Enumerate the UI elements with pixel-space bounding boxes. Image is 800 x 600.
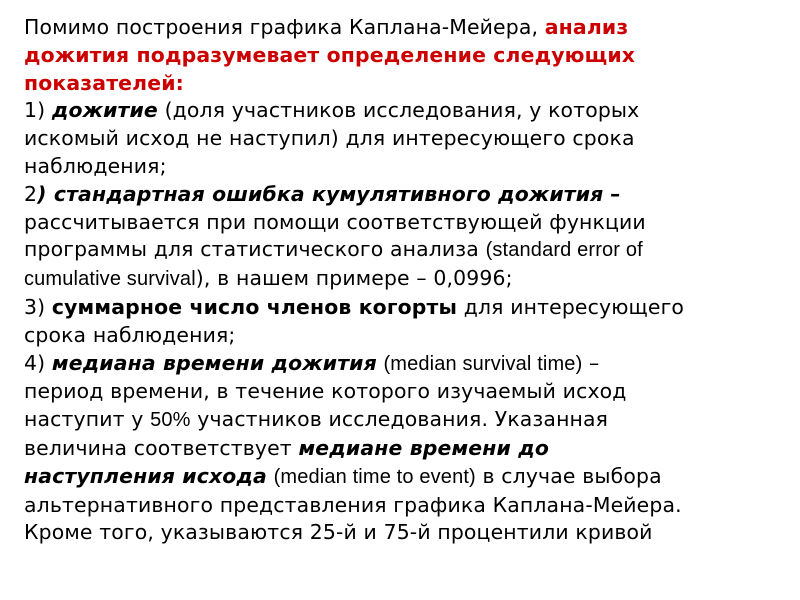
slide-text-body: [24, 14, 784, 547]
item4-line-7: Кроме того, указываются 25-й и 75-й процентили кривой: [24, 520, 653, 545]
item3-line-2: срока наблюдения;: [24, 322, 236, 347]
intro-plain-text: Помимо построения графика Каплана-Мейера,: [24, 15, 539, 39]
item4-term-2a: медиане времени до: [298, 435, 549, 460]
item4-line-3: [24, 406, 784, 435]
item2-desc-3: ), в нашем примере – 0,0996;: [195, 266, 513, 291]
item4-line-5: [24, 463, 784, 492]
item4-number: 4): [24, 350, 46, 375]
item2-number: 2: [24, 181, 38, 206]
item4-dash: –: [589, 350, 600, 375]
intro-line-3: показателей:: [24, 70, 184, 95]
intro-line-2: дожития подразумевает определение следующих: [24, 42, 636, 67]
item4-desc-3: величина соответствует: [24, 435, 292, 460]
intro-line-1: [24, 14, 784, 42]
item4-latin-1: (median survival time): [383, 352, 583, 375]
intro-highlight-text: анализ: [544, 15, 629, 39]
item1-desc-1: (доля участников исследования, у которых: [164, 98, 640, 123]
item3-number: 3): [24, 294, 46, 319]
item4-term: медиана времени дожития: [51, 350, 377, 375]
item1-term: дожитие: [51, 98, 158, 123]
item3-term: суммарное число членов когорты: [51, 294, 458, 319]
item1-line-2: искомый исход не наступил) для интересующего срока: [24, 126, 635, 151]
item2-desc-2: программы для статистического анализа: [24, 237, 479, 262]
item4-desc-4: в случае выбора: [482, 463, 662, 488]
item4-latin-2: (median time to event): [273, 465, 476, 488]
item4-desc-2b: участников исследования. Указанная: [197, 407, 609, 432]
item1-number: 1): [24, 98, 46, 123]
item2-line-2: рассчитывается при помощи соответствующей функции: [24, 209, 646, 234]
item4-line-6: альтернативного представления графика Каплана-Мейера.: [24, 492, 682, 517]
item2-latin-1: (standard error of: [485, 239, 643, 262]
item2-latin-2: cumulative survival: [24, 268, 196, 291]
item4-percent: 50%: [150, 409, 191, 432]
item2-line-3: [24, 236, 784, 265]
item3-desc-1: для интересующего: [463, 294, 685, 319]
item2-line-1: [24, 181, 784, 209]
item4-line-4: [24, 435, 784, 463]
item2-term: ) стандартная ошибка кумулятивного дожития: [37, 181, 604, 206]
item1-line-1: [24, 97, 784, 125]
item2-dash: –: [610, 181, 621, 206]
item4-desc-2a: наступит у: [24, 407, 144, 432]
item4-line-2: период времени, в течение которого изучаемый исход: [24, 379, 627, 404]
item4-line-1: [24, 350, 784, 379]
item1-line-3: наблюдения;: [24, 153, 167, 178]
item3-line-1: [24, 294, 784, 322]
item2-line-4: [24, 265, 784, 294]
item4-term-2b: наступления исхода: [24, 463, 267, 488]
